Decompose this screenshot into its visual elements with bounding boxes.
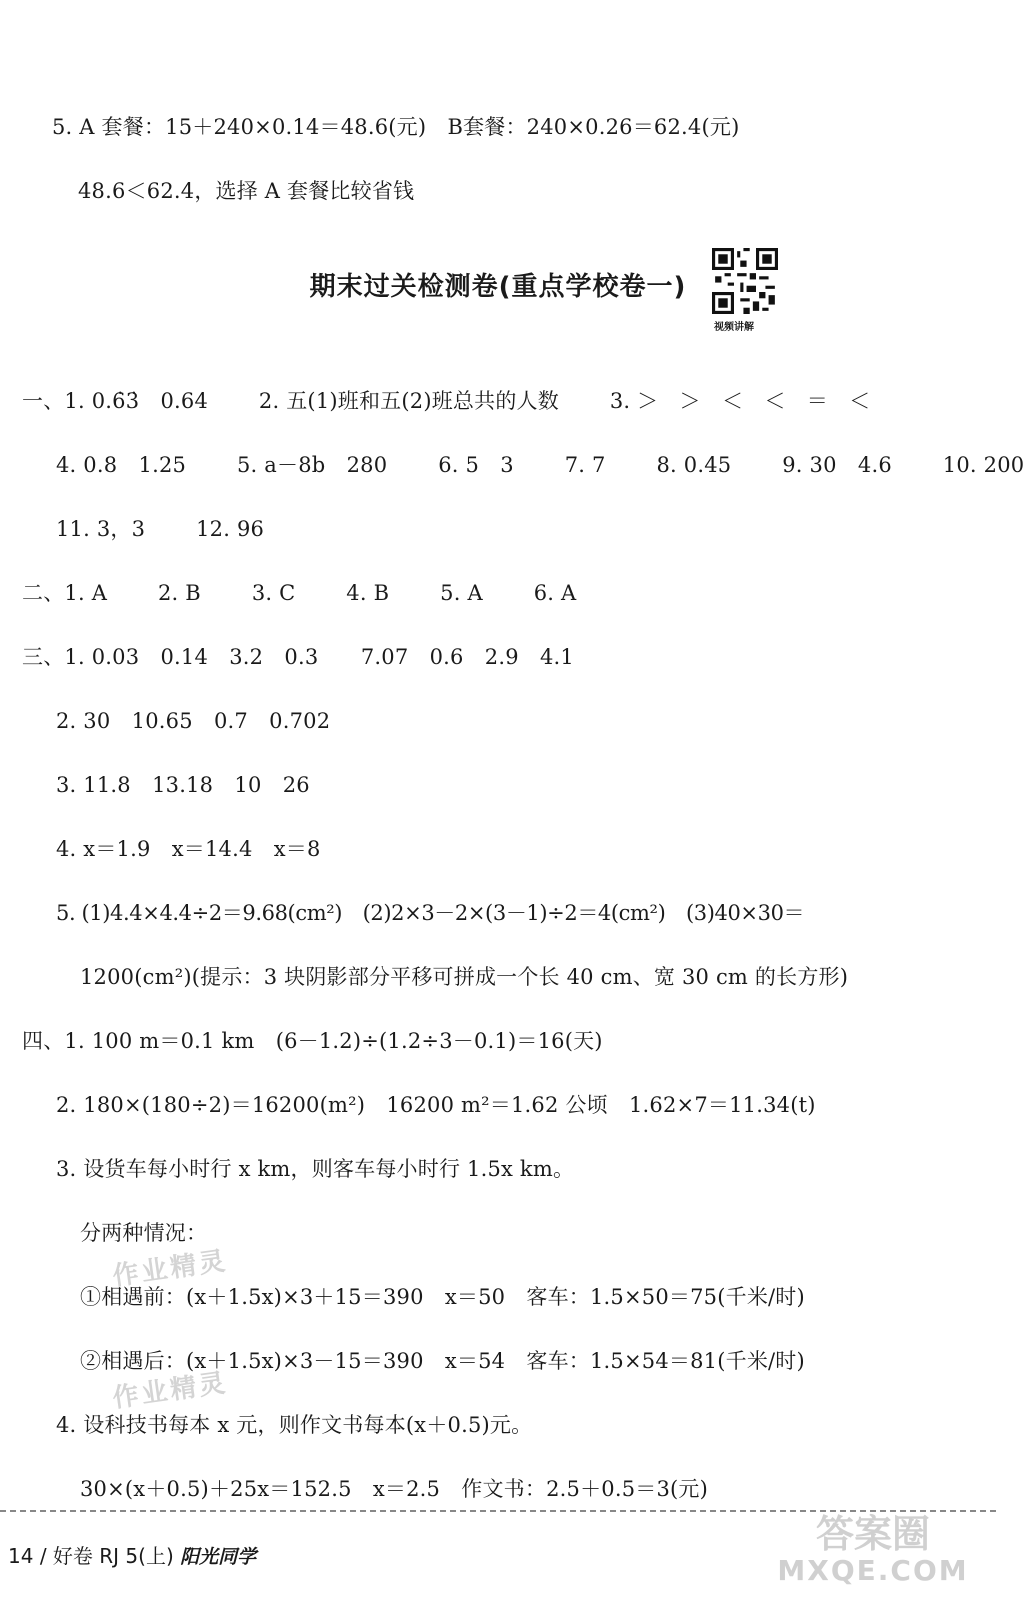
- qr-code-icon[interactable]: [712, 248, 778, 314]
- sec4-line2: 2. 180×(180÷2)＝16200(m²) 16200 m²＝1.62 公顷 1.62×7＝11.34(t): [56, 1093, 816, 1117]
- page-footer: [8, 1540, 256, 1569]
- answer-item: 3. C: [251, 581, 296, 605]
- faint-stamp: 作业精灵: [110, 1246, 230, 1292]
- sec4-line5: ①相遇前：(x＋1.5x)×3＋15＝390 x＝50 客车：1.5×50＝75(千米/时): [80, 1285, 805, 1309]
- answer-item: 2. B: [157, 581, 201, 605]
- answer-item: 3. ＞ ＞ ＜ ＜ ＝ ＜: [609, 389, 871, 413]
- sec4-line8: 30×(x＋0.5)＋25x＝152.5 x＝2.5 作文书：2.5＋0.5＝3(元): [80, 1477, 709, 1501]
- answer-item: 二、1. A: [22, 581, 108, 605]
- answer-item: 8. 0.45: [656, 453, 732, 477]
- sec1-row2: [56, 450, 1024, 480]
- qr-label: 视频讲解: [714, 322, 754, 333]
- sec3-line6: 1200(cm²)(提示：3 块阴影部分平移可拼成一个长 40 cm、宽 30 cm 的长方形): [80, 965, 849, 989]
- sec4-line4: 分两种情况：: [80, 1221, 208, 1245]
- answer-item: 10. 200: [942, 453, 1024, 477]
- sec3-line1: 三、1. 0.03 0.14 3.2 0.3 7.07 0.6 2.9 4.1: [22, 645, 574, 669]
- sec1-row1: [22, 386, 870, 416]
- answer-item: 5. A: [440, 581, 483, 605]
- sec3-line2: 2. 30 10.65 0.7 0.702: [56, 709, 331, 733]
- answer-item: 6. 5 3: [438, 453, 514, 477]
- answer-q5-line1: 5. A 套餐：15＋240×0.14＝48.6(元) B套餐：240×0.26＝62.4(元): [52, 115, 740, 139]
- watermark-logo: 答案圈: [815, 1512, 930, 1556]
- answer-item: 4. B: [346, 581, 390, 605]
- answer-item: 9. 30 4.6: [782, 453, 892, 477]
- answer-item: 2. 五(1)班和五(2)班总共的人数: [258, 389, 559, 413]
- answer-item: 5. a－8b 280: [236, 453, 388, 477]
- answer-item: 12. 96: [196, 517, 265, 541]
- sec4-line7: 4. 设科技书每本 x 元，则作文书每本(x＋0.5)元。: [56, 1413, 533, 1437]
- answer-item: 一、1. 0.6̇3̇ 0.64: [22, 389, 209, 413]
- site-watermark: [768, 1512, 978, 1592]
- answer-item: 7. 7: [564, 453, 606, 477]
- brand-logo: 阳光同学: [180, 1546, 257, 1568]
- sec1-row3: [56, 514, 264, 544]
- sec4-line3: 3. 设货车每小时行 x km，则客车每小时行 1.5x km。: [56, 1157, 575, 1181]
- answer-q5-line2: 48.6＜62.4，选择 A 套餐比较省钱: [78, 179, 415, 203]
- faint-stamp: 作业精灵: [110, 1368, 230, 1414]
- book-series: / 好卷 RJ 5(上): [39, 1544, 174, 1568]
- page-number: 14: [8, 1544, 34, 1568]
- exam-title: 期末过关检测卷(重点学校卷一): [309, 272, 687, 302]
- sec3-line5: 5. (1)4.4×4.4÷2＝9.68(cm²) (2)2×3－2×(3－1)÷2＝4(cm²) (3)40×30＝: [56, 901, 805, 925]
- watermark-url: MXQE.COM: [777, 1554, 969, 1587]
- sec4-line1: 四、1. 100 m＝0.1 km (6－1.2)÷(1.2÷3－0.1)＝16(天): [22, 1029, 603, 1053]
- sec3-line3: 3. 11.8 13.18 10 26: [56, 773, 310, 797]
- sec2-row1: [22, 578, 576, 608]
- sec3-line4: 4. x＝1.9 x＝14.4 x＝8: [56, 837, 321, 861]
- answer-item: 4. 0.8 1.25: [56, 453, 187, 477]
- answer-item: 6. A: [533, 581, 577, 605]
- answer-item: 11. 3，3: [56, 517, 146, 541]
- sec4-line6: ②相遇后：(x＋1.5x)×3－15＝390 x＝54 客车：1.5×54＝81(千米/时): [80, 1349, 805, 1373]
